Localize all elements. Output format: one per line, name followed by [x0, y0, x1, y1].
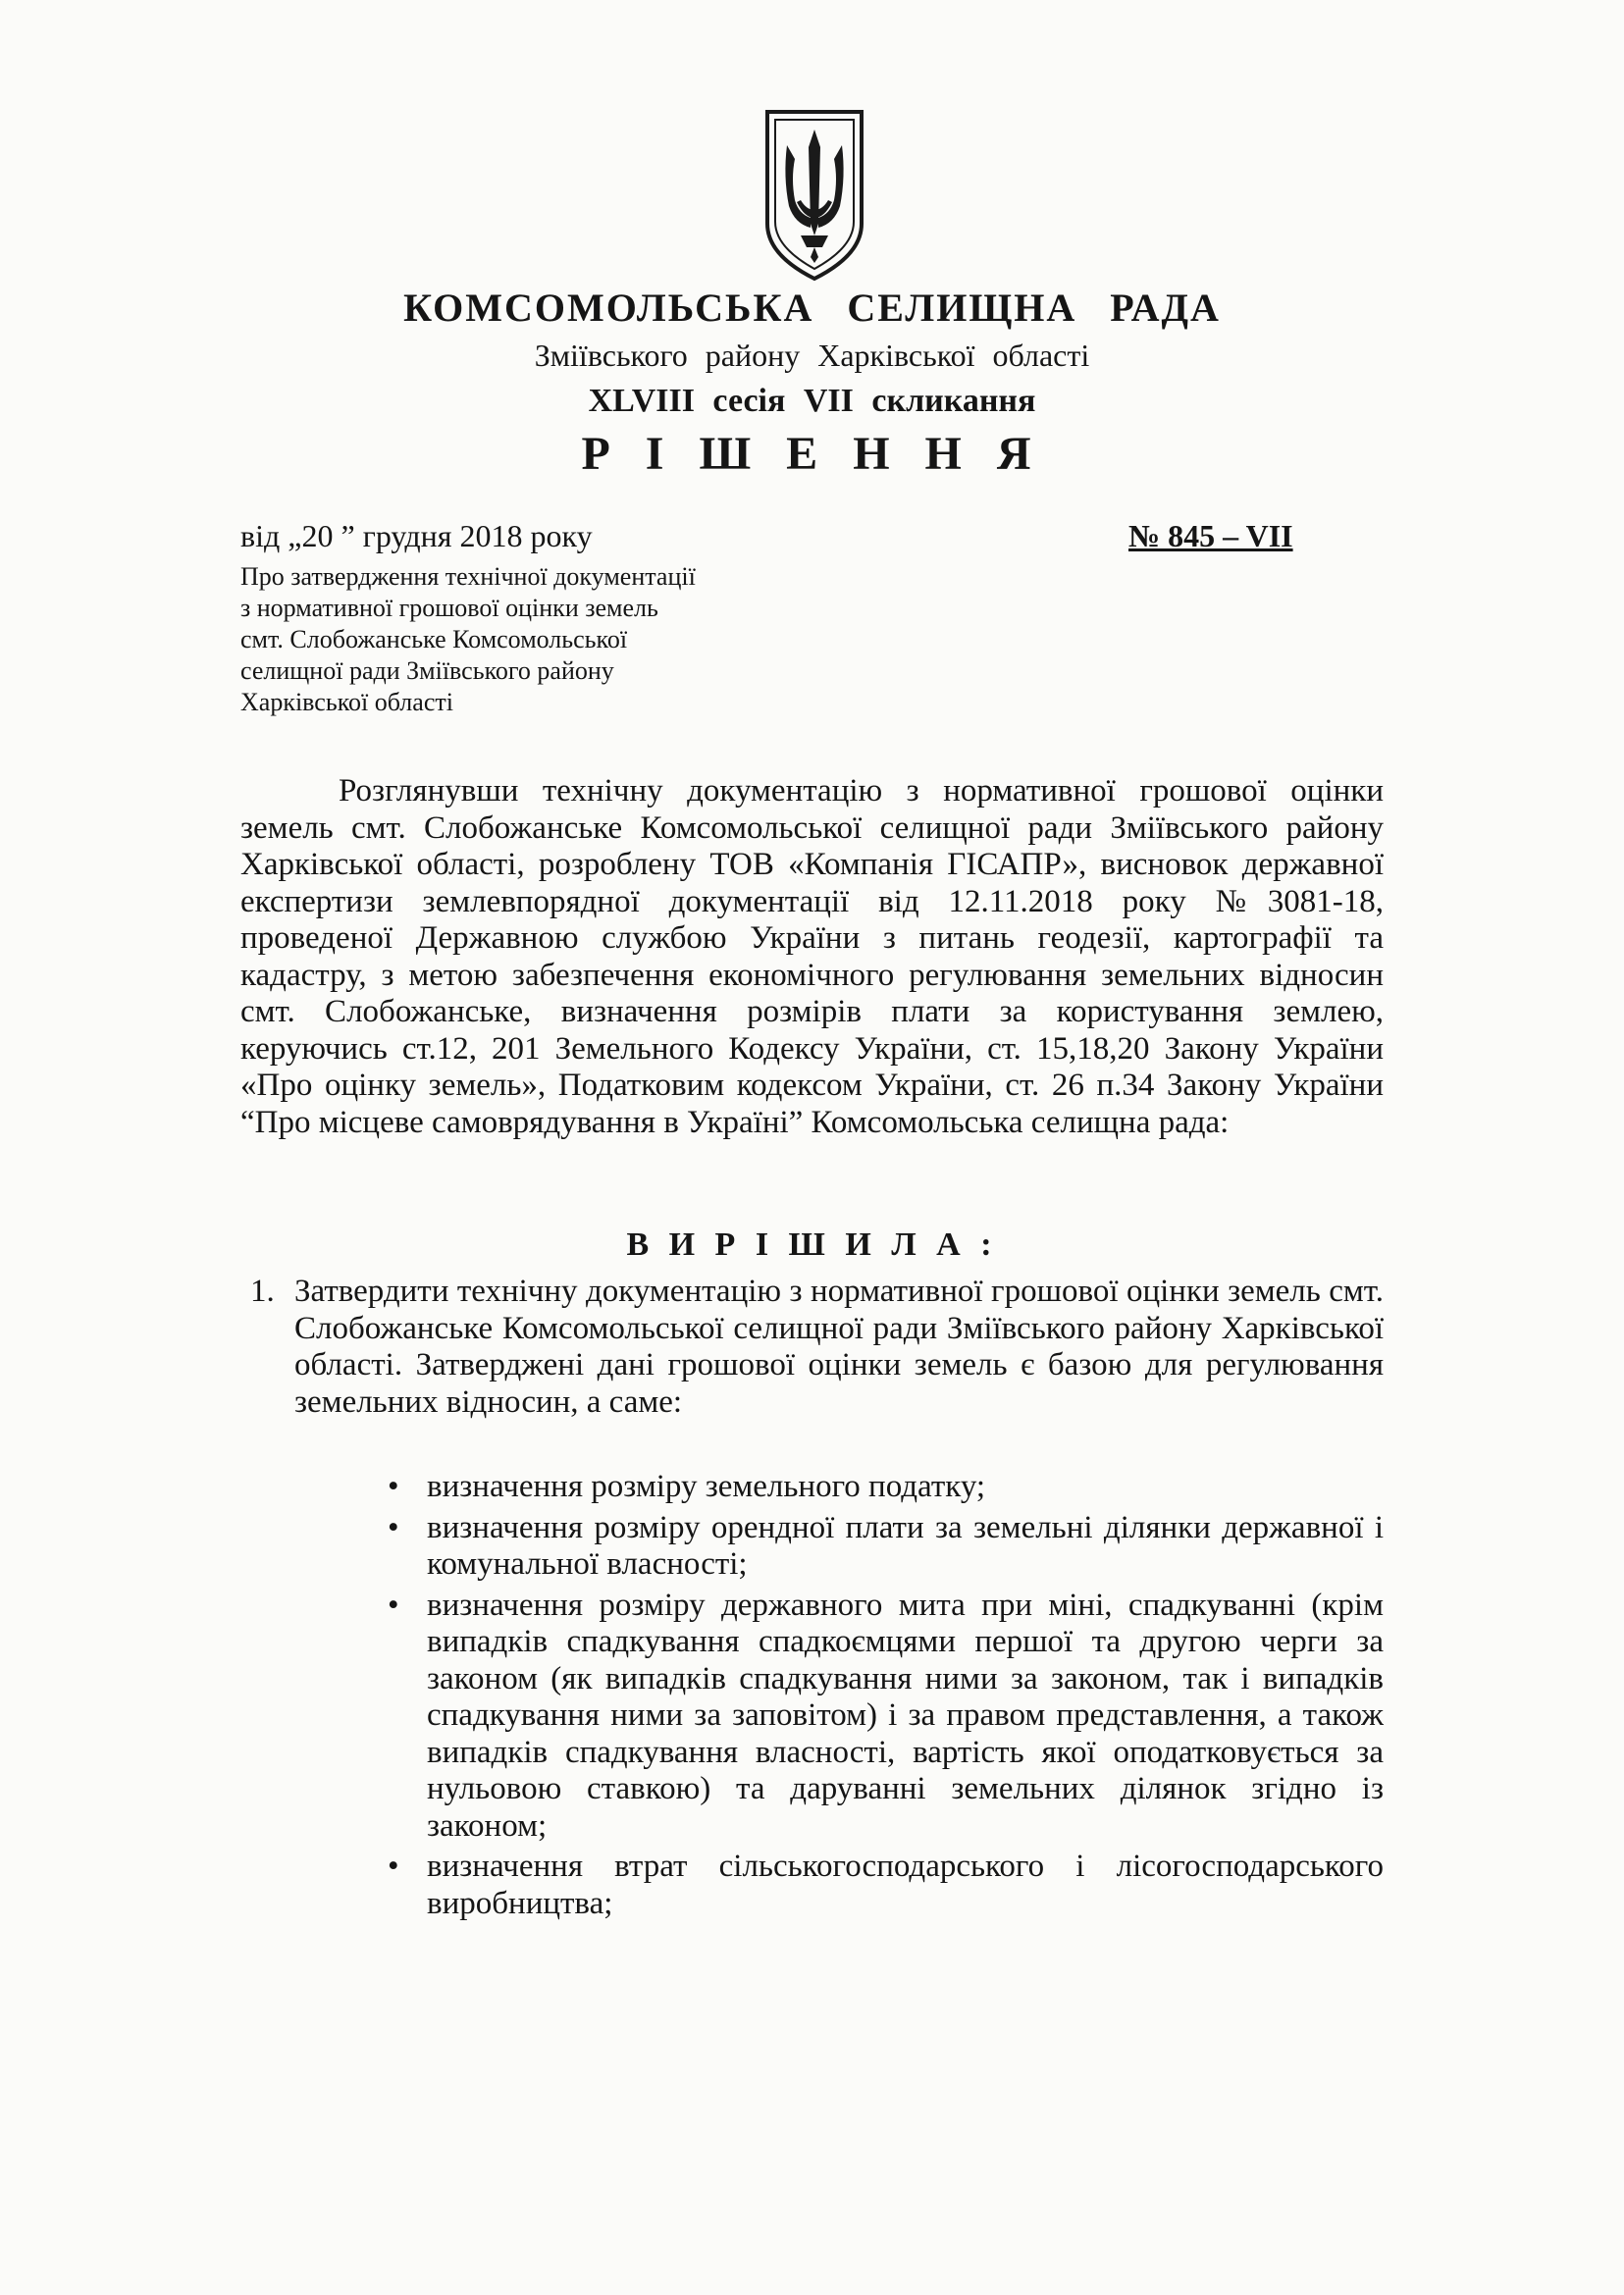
preamble-paragraph: Розглянувши технічну документацію з нормативної грошової оцінки земель смт. Слобожанське Комсомольської селищної ради Зміївського району Харківської області, розроблену ТОВ «Компанія ГІСАПР», висновок державної експертизи землевпорядної документації від 12.11.2018 року №3081-18, проведеної Державною службою України з питань геодезії, картографії та кадастру, з метою забезпечення економічного регулювання земельних відносин смт. Слобожанське, визначення розмірів плати за користування землею, керуючись ст.12, 201 Земельного Кодексу України, ст. 15,18,20 Закону України «Про оцінку земель», Податковим кодексом України, ст. 26 п.34 Закону України “Про місцеве самоврядування в Україні” Комсомольська селищна рада:	[240, 773, 1384, 1140]
subject-line: селищної ради Зміївського району	[240, 656, 614, 685]
point-text: Затвердити технічну документацію з нормативної грошової оцінки земель смт. Слобожанське Комсомольської селищної ради Зміївського району Харківської області. Затверджені дані грошової оцінки земель є базою для регулювання земельних відносин, а саме:	[294, 1274, 1384, 1420]
subject-line: з нормативної грошової оцінки земель	[240, 594, 658, 622]
council-name: КОМСОМОЛЬСЬКА СЕЛИЩНА РАДА	[403, 286, 1221, 330]
resolved-heading: В И Р І Ш И Л А :	[626, 1226, 998, 1263]
subject-line: Харківської області	[240, 688, 453, 716]
list-item	[388, 1849, 1384, 1922]
decision-date: від „20 ” грудня 2018 року	[240, 518, 593, 553]
list-item-text: визначення розміру земельного податку;	[427, 1469, 986, 1504]
list-item	[388, 1587, 1384, 1846]
trident-coat-of-arms-icon	[761, 108, 867, 283]
list-item-text: визначення втрат сільськогосподарського і лісогосподарського виробництва;	[427, 1849, 1384, 1921]
subject-line: Про затвердження технічної документації	[240, 562, 696, 591]
bullet-list	[388, 1469, 1384, 1926]
point-number: 1.	[250, 1274, 275, 1309]
list-item	[388, 1469, 1384, 1506]
list-item-text: визначення розміру орендної плати за земельні ділянки державної і комунальної власності;	[427, 1509, 1384, 1582]
bullet-icon: •	[388, 1587, 399, 1623]
decision-point-1	[250, 1274, 1384, 1421]
session-info: XLVIII сесія VII скликання	[588, 383, 1036, 419]
list-item-text: визначення розміру державного мита при міні, спадкуванні (крім випадків спадкування спадкоємцями першої та другою черги за законом (як випадків спадкування ними за законом, так і випадків спадкування ними за заповітом) і за правом представлення, а також випадків спадкування власності, вартість якої оподатковується за нульовою ставкою) та даруванні земельних ділянок згідно із законом;	[427, 1587, 1384, 1844]
decision-number: № 845 – VII	[1128, 518, 1293, 553]
bullet-icon: •	[388, 1469, 399, 1504]
subject-line: смт. Слобожанське Комсомольської	[240, 625, 628, 653]
list-item	[388, 1509, 1384, 1584]
decision-title: Р І Ш Е Н Н Я	[581, 428, 1043, 480]
district-name: Зміївського району Харківської області	[534, 338, 1090, 373]
bullet-icon: •	[388, 1849, 399, 1884]
decision-subject	[240, 561, 927, 718]
bullet-icon: •	[388, 1509, 399, 1545]
